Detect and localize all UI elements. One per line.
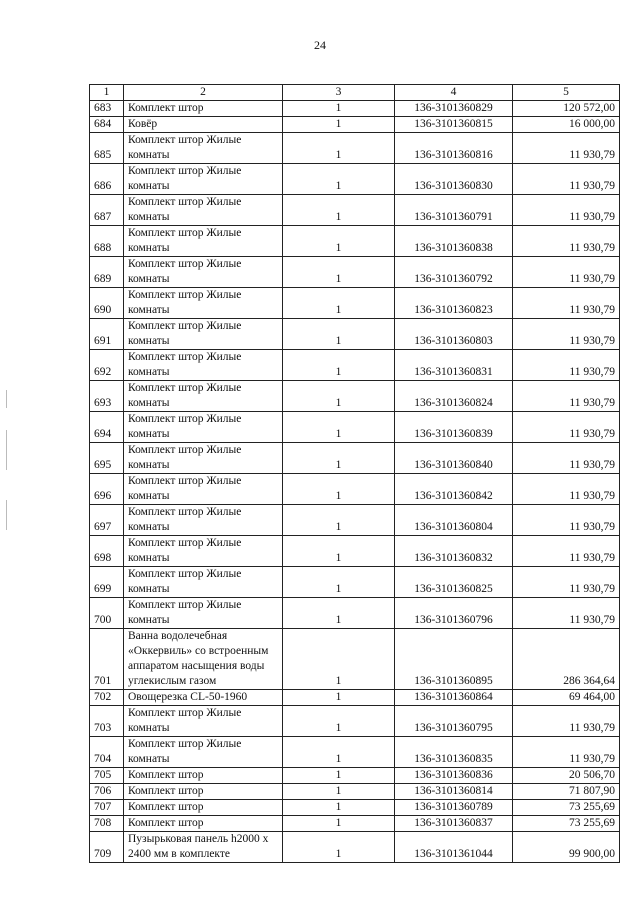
inventory-code-cell: 136-3101360796 [395, 598, 513, 629]
table-row [90, 257, 620, 288]
inventory-code-cell: 136-3101360831 [395, 350, 513, 381]
row-number-cell: 683 [90, 101, 124, 117]
table-row [90, 784, 620, 800]
row-number-cell: 692 [90, 350, 124, 381]
table-row [90, 690, 620, 706]
row-number-cell: 697 [90, 505, 124, 536]
value-cell: 11 930,79 [513, 598, 620, 629]
inventory-code-cell: 136-3101360816 [395, 133, 513, 164]
table-row [90, 443, 620, 474]
value-cell: 11 930,79 [513, 133, 620, 164]
item-name-cell [124, 195, 283, 226]
quantity-cell: 1 [283, 706, 395, 737]
inventory-code-cell: 136-3101360804 [395, 505, 513, 536]
table-row [90, 195, 620, 226]
table-row [90, 800, 620, 816]
table-row [90, 288, 620, 319]
inventory-code-cell: 136-3101360832 [395, 536, 513, 567]
header-cell: 1 [90, 85, 124, 101]
row-number-cell: 708 [90, 816, 124, 832]
quantity-cell: 1 [283, 257, 395, 288]
quantity-cell: 1 [283, 816, 395, 832]
item-name-cell [124, 816, 283, 832]
item-name-text: Комплект штор Жилые комнаты [128, 351, 242, 378]
row-number-cell: 693 [90, 381, 124, 412]
inventory-code-cell: 136-3101360838 [395, 226, 513, 257]
inventory-code-cell: 136-3101360825 [395, 567, 513, 598]
value-cell: 11 930,79 [513, 319, 620, 350]
table-row [90, 706, 620, 737]
item-name-cell [124, 768, 283, 784]
header-cell: 5 [513, 85, 620, 101]
quantity-cell: 1 [283, 101, 395, 117]
inventory-code-cell: 136-3101360842 [395, 474, 513, 505]
margin-mark [6, 500, 7, 530]
inventory-code-cell: 136-3101360840 [395, 443, 513, 474]
quantity-cell: 1 [283, 800, 395, 816]
item-name-text: Овощерезка CL-50-1960 [128, 691, 248, 703]
inventory-code-cell: 136-3101360803 [395, 319, 513, 350]
item-name-text: Комплект штор Жилые комнаты [128, 382, 242, 409]
inventory-table [89, 84, 620, 863]
value-cell: 11 930,79 [513, 737, 620, 768]
value-cell: 11 930,79 [513, 474, 620, 505]
value-cell: 99 900,00 [513, 832, 620, 863]
item-name-text: Комплект штор Жилые комнаты [128, 537, 242, 564]
value-cell: 20 506,70 [513, 768, 620, 784]
table-row [90, 381, 620, 412]
item-name-text: Комплект штор Жилые комнаты [128, 289, 242, 316]
quantity-cell: 1 [283, 443, 395, 474]
item-name-text: Комплект штор [128, 102, 204, 114]
row-number-cell: 704 [90, 737, 124, 768]
margin-mark [6, 430, 7, 470]
row-number-cell: 685 [90, 133, 124, 164]
quantity-cell: 1 [283, 164, 395, 195]
row-number-cell: 701 [90, 629, 124, 690]
value-cell: 11 930,79 [513, 257, 620, 288]
inventory-code-cell: 136-3101360837 [395, 816, 513, 832]
value-cell: 11 930,79 [513, 412, 620, 443]
row-number-cell: 699 [90, 567, 124, 598]
row-number-cell: 705 [90, 768, 124, 784]
quantity-cell: 1 [283, 536, 395, 567]
item-name-cell [124, 412, 283, 443]
row-number-cell: 691 [90, 319, 124, 350]
item-name-cell [124, 226, 283, 257]
quantity-cell: 1 [283, 598, 395, 629]
row-number-cell: 686 [90, 164, 124, 195]
quantity-cell: 1 [283, 768, 395, 784]
value-cell: 11 930,79 [513, 195, 620, 226]
row-number-cell: 698 [90, 536, 124, 567]
quantity-cell: 1 [283, 319, 395, 350]
inventory-code-cell: 136-3101360895 [395, 629, 513, 690]
table-row [90, 567, 620, 598]
quantity-cell: 1 [283, 567, 395, 598]
item-name-text: Комплект штор [128, 817, 204, 829]
quantity-cell: 1 [283, 474, 395, 505]
table-row [90, 117, 620, 133]
inventory-code-cell: 136-3101360839 [395, 412, 513, 443]
table-row [90, 412, 620, 443]
item-name-cell [124, 598, 283, 629]
row-number-cell: 688 [90, 226, 124, 257]
row-number-cell: 696 [90, 474, 124, 505]
value-cell: 73 255,69 [513, 800, 620, 816]
item-name-text: Комплект штор Жилые комнаты [128, 738, 242, 765]
item-name-text: Комплект штор Жилые комнаты [128, 568, 242, 595]
item-name-cell [124, 133, 283, 164]
item-name-text: Комплект штор Жилые комнаты [128, 320, 242, 347]
value-cell: 11 930,79 [513, 288, 620, 319]
value-cell: 11 930,79 [513, 381, 620, 412]
row-number-cell: 707 [90, 800, 124, 816]
item-name-text: Комплект штор Жилые комнаты [128, 258, 242, 285]
value-cell: 120 572,00 [513, 101, 620, 117]
table-row [90, 536, 620, 567]
inventory-code-cell: 136-3101360835 [395, 737, 513, 768]
item-name-text: Комплект штор Жилые комнаты [128, 444, 242, 471]
item-name-text: Комплект штор Жилые комнаты [128, 196, 242, 223]
item-name-cell [124, 257, 283, 288]
item-name-text: Ванна водолечебная «Оккервиль» со встроенным аппаратом насыщения воды углекислым газом [128, 630, 269, 687]
table-row [90, 629, 620, 690]
quantity-cell: 1 [283, 195, 395, 226]
margin-mark [6, 390, 7, 408]
value-cell: 11 930,79 [513, 706, 620, 737]
row-number-cell: 709 [90, 832, 124, 863]
header-cell: 2 [124, 85, 283, 101]
item-name-text: Комплект штор Жилые комнаты [128, 134, 242, 161]
value-cell: 11 930,79 [513, 226, 620, 257]
item-name-cell [124, 629, 283, 690]
item-name-text: Ковёр [128, 118, 158, 130]
quantity-cell: 1 [283, 381, 395, 412]
item-name-text: Пузырьковая панель h2000 х 2400 мм в комплекте [128, 833, 269, 860]
quantity-cell: 1 [283, 350, 395, 381]
item-name-cell [124, 505, 283, 536]
value-cell: 11 930,79 [513, 443, 620, 474]
inventory-code-cell: 136-3101360791 [395, 195, 513, 226]
item-name-text: Комплект штор Жилые комнаты [128, 506, 242, 533]
value-cell: 286 364,64 [513, 629, 620, 690]
inventory-code-cell: 136-3101360830 [395, 164, 513, 195]
item-name-text: Комплект штор [128, 769, 204, 781]
item-name-text: Комплект штор [128, 785, 204, 797]
inventory-code-cell: 136-3101360815 [395, 117, 513, 133]
item-name-text: Комплект штор Жилые комнаты [128, 165, 242, 192]
item-name-cell [124, 443, 283, 474]
page-number: 24 [314, 38, 326, 52]
item-name-cell [124, 164, 283, 195]
table-row [90, 832, 620, 863]
item-name-cell [124, 381, 283, 412]
row-number-cell: 694 [90, 412, 124, 443]
table-row [90, 768, 620, 784]
table-row [90, 474, 620, 505]
table-row [90, 133, 620, 164]
item-name-cell [124, 784, 283, 800]
row-number-cell: 689 [90, 257, 124, 288]
item-name-text: Комплект штор Жилые комнаты [128, 413, 242, 440]
table-row [90, 101, 620, 117]
table-row [90, 350, 620, 381]
value-cell: 11 930,79 [513, 164, 620, 195]
inventory-code-cell: 136-3101360836 [395, 768, 513, 784]
item-name-text: Комплект штор Жилые комнаты [128, 599, 242, 626]
row-number-cell: 700 [90, 598, 124, 629]
inventory-code-cell: 136-3101360823 [395, 288, 513, 319]
header-cell: 4 [395, 85, 513, 101]
value-cell: 11 930,79 [513, 350, 620, 381]
item-name-cell [124, 101, 283, 117]
row-number-cell: 684 [90, 117, 124, 133]
quantity-cell: 1 [283, 117, 395, 133]
inventory-code-cell: 136-3101360792 [395, 257, 513, 288]
item-name-text: Комплект штор Жилые комнаты [128, 475, 242, 502]
quantity-cell: 1 [283, 288, 395, 319]
item-name-cell [124, 536, 283, 567]
table-row [90, 319, 620, 350]
row-number-cell: 702 [90, 690, 124, 706]
item-name-cell [124, 474, 283, 505]
table-row [90, 226, 620, 257]
table-row [90, 164, 620, 195]
quantity-cell: 1 [283, 737, 395, 768]
item-name-cell [124, 706, 283, 737]
value-cell: 11 930,79 [513, 567, 620, 598]
row-number-cell: 703 [90, 706, 124, 737]
value-cell: 11 930,79 [513, 505, 620, 536]
item-name-cell [124, 567, 283, 598]
inventory-code-cell: 136-3101360795 [395, 706, 513, 737]
item-name-text: Комплект штор [128, 801, 204, 813]
item-name-cell [124, 690, 283, 706]
inventory-code-cell: 136-3101360789 [395, 800, 513, 816]
inventory-code-cell: 136-3101361044 [395, 832, 513, 863]
row-number-cell: 690 [90, 288, 124, 319]
item-name-cell [124, 737, 283, 768]
item-name-cell [124, 832, 283, 863]
item-name-cell [124, 800, 283, 816]
item-name-cell [124, 117, 283, 133]
quantity-cell: 1 [283, 412, 395, 443]
item-name-text: Комплект штор Жилые комнаты [128, 227, 242, 254]
row-number-cell: 695 [90, 443, 124, 474]
item-name-cell [124, 319, 283, 350]
quantity-cell: 1 [283, 629, 395, 690]
table-row [90, 737, 620, 768]
quantity-cell: 1 [283, 832, 395, 863]
inventory-code-cell: 136-3101360829 [395, 101, 513, 117]
quantity-cell: 1 [283, 226, 395, 257]
row-number-cell: 706 [90, 784, 124, 800]
table-row [90, 816, 620, 832]
value-cell: 11 930,79 [513, 536, 620, 567]
value-cell: 73 255,69 [513, 816, 620, 832]
inventory-code-cell: 136-3101360814 [395, 784, 513, 800]
quantity-cell: 1 [283, 690, 395, 706]
table-row [90, 505, 620, 536]
item-name-cell [124, 350, 283, 381]
inventory-code-cell: 136-3101360864 [395, 690, 513, 706]
value-cell: 71 807,90 [513, 784, 620, 800]
value-cell: 16 000,00 [513, 117, 620, 133]
quantity-cell: 1 [283, 133, 395, 164]
value-cell: 69 464,00 [513, 690, 620, 706]
row-number-cell: 687 [90, 195, 124, 226]
item-name-text: Комплект штор Жилые комнаты [128, 707, 242, 734]
table-row [90, 598, 620, 629]
table-header-row [90, 85, 620, 101]
quantity-cell: 1 [283, 784, 395, 800]
item-name-cell [124, 288, 283, 319]
inventory-code-cell: 136-3101360824 [395, 381, 513, 412]
quantity-cell: 1 [283, 505, 395, 536]
header-cell: 3 [283, 85, 395, 101]
